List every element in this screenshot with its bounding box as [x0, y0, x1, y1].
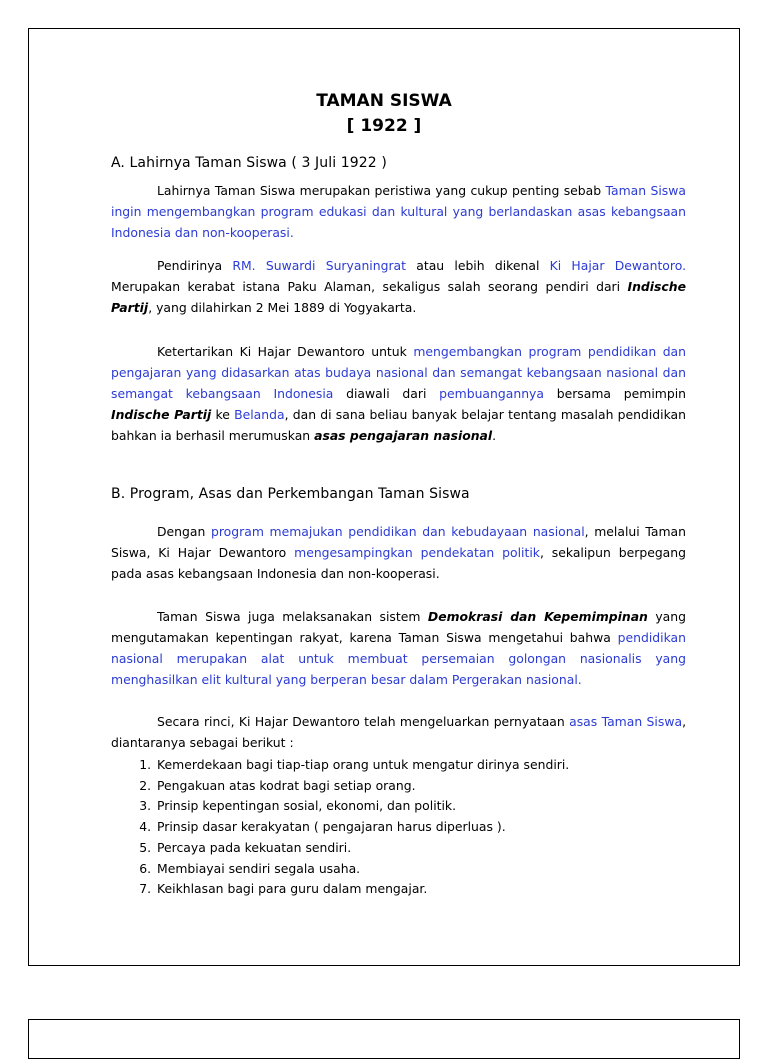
- list-item: 2. Pengakuan atas kodrat bagi setiap orang.: [155, 776, 569, 797]
- highlighted-text: program memajukan pendidikan dan kebudayaan nasional: [211, 524, 585, 539]
- principles-list: [125, 755, 569, 900]
- section-b-paragraph-3: [111, 711, 686, 753]
- highlighted-text: pembuangannya: [439, 386, 544, 401]
- section-b-paragraph-1: [111, 521, 686, 584]
- text-run: Dengan: [157, 524, 211, 539]
- highlighted-text: Taman Siswa ingin mengembangkan program edukasi dan kultural yang berlandaskan asas kebangsaan Indonesia dan non-kooperasi.: [111, 183, 686, 240]
- list-item: 1. Kemerdekaan bagi tiap-tiap orang untuk mengatur dirinya sendiri.: [155, 755, 569, 776]
- list-item: 5. Percaya pada kekuatan sendiri.: [155, 838, 569, 859]
- text-run: .: [492, 428, 497, 443]
- text-run: yang mengutamakan kepentingan rakyat, karena Taman Siswa mengetahui bahwa: [111, 609, 686, 645]
- section-b-paragraph-2: [111, 606, 686, 690]
- section-a-paragraph-2: [111, 255, 686, 318]
- text-run: , melalui Taman Siswa, Ki Hajar Dewantoro: [111, 524, 686, 560]
- document-title: TAMAN SISWA: [316, 91, 452, 111]
- text-run: diawali dari: [333, 386, 440, 401]
- text-run: Secara rinci, Ki Hajar Dewantoro telah mengeluarkan pernyataan: [157, 714, 570, 729]
- bold-italic-text: asas pengajaran nasional: [314, 428, 493, 443]
- list-item: 6. Membiayai sendiri segala usaha.: [155, 859, 569, 880]
- text-run: Taman Siswa juga melaksanakan sistem: [157, 609, 428, 624]
- highlighted-text: Ki Hajar Dewantoro.: [549, 258, 687, 273]
- text-run: , dan di sana beliau banyak belajar tentang masalah pendidikan bahkan ia berhasil merumuskan: [111, 407, 687, 443]
- section-a-paragraph-3: [111, 341, 686, 446]
- next-page-edge: [28, 1019, 740, 1059]
- bold-italic-text: Indische Partij: [111, 279, 686, 315]
- list-item: 3. Prinsip kepentingan sosial, ekonomi, dan politik.: [155, 796, 569, 817]
- text-run: , yang dilahirkan 2 Mei 1889 di Yogyakarta.: [148, 300, 417, 315]
- highlighted-text: mengembangkan program pendidikan dan pengajaran yang didasarkan atas budaya nasional dan semangat kebangsaan nasional dan semangat kebangsaan Indonesia: [111, 344, 687, 401]
- document-page: [28, 28, 740, 966]
- document-year: [ 1922 ]: [346, 116, 422, 136]
- text-run: Pendirinya: [157, 258, 233, 273]
- text-run: atau lebih dikenal: [406, 258, 550, 273]
- section-b-heading: B. Program, Asas dan Perkembangan Taman Siswa: [111, 486, 470, 502]
- text-run: Merupakan kerabat istana Paku Alaman, sekaligus salah seorang pendiri dari: [111, 279, 628, 294]
- section-a-paragraph-1: [111, 180, 686, 243]
- section-a-heading: A. Lahirnya Taman Siswa ( 3 Juli 1922 ): [111, 155, 387, 171]
- text-run: bersama pemimpin: [543, 386, 687, 401]
- highlighted-text: asas Taman Siswa: [569, 714, 683, 729]
- text-run: , sekalipun berpegang pada asas kebangsaan Indonesia dan non-kooperasi.: [111, 545, 686, 581]
- text-run: ke: [211, 407, 235, 422]
- text-run: Ketertarikan Ki Hajar Dewantoro untuk: [157, 344, 414, 359]
- bold-italic-text: Indische Partij: [111, 407, 212, 422]
- list-item: 4. Prinsip dasar kerakyatan ( pengajaran harus diperluas ).: [155, 817, 569, 838]
- highlighted-text: pendidikan nasional merupakan alat untuk membuat persemaian golongan nasionalis yang menghasilkan elit kultural yang berperan besar dalam Pergerakan nasional.: [111, 630, 686, 687]
- text-run: Lahirnya Taman Siswa merupakan peristiwa yang cukup penting sebab: [157, 183, 606, 198]
- bold-italic-text: Demokrasi dan Kepemimpinan: [427, 609, 648, 624]
- highlighted-text: RM. Suwardi Suryaningrat: [232, 258, 407, 273]
- highlighted-text: mengesampingkan pendekatan politik: [294, 545, 540, 560]
- text-run: , diantaranya sebagai berikut :: [111, 714, 687, 750]
- highlighted-text: Belanda: [234, 407, 285, 422]
- list-item: 7. Keikhlasan bagi para guru dalam mengajar.: [155, 879, 569, 900]
